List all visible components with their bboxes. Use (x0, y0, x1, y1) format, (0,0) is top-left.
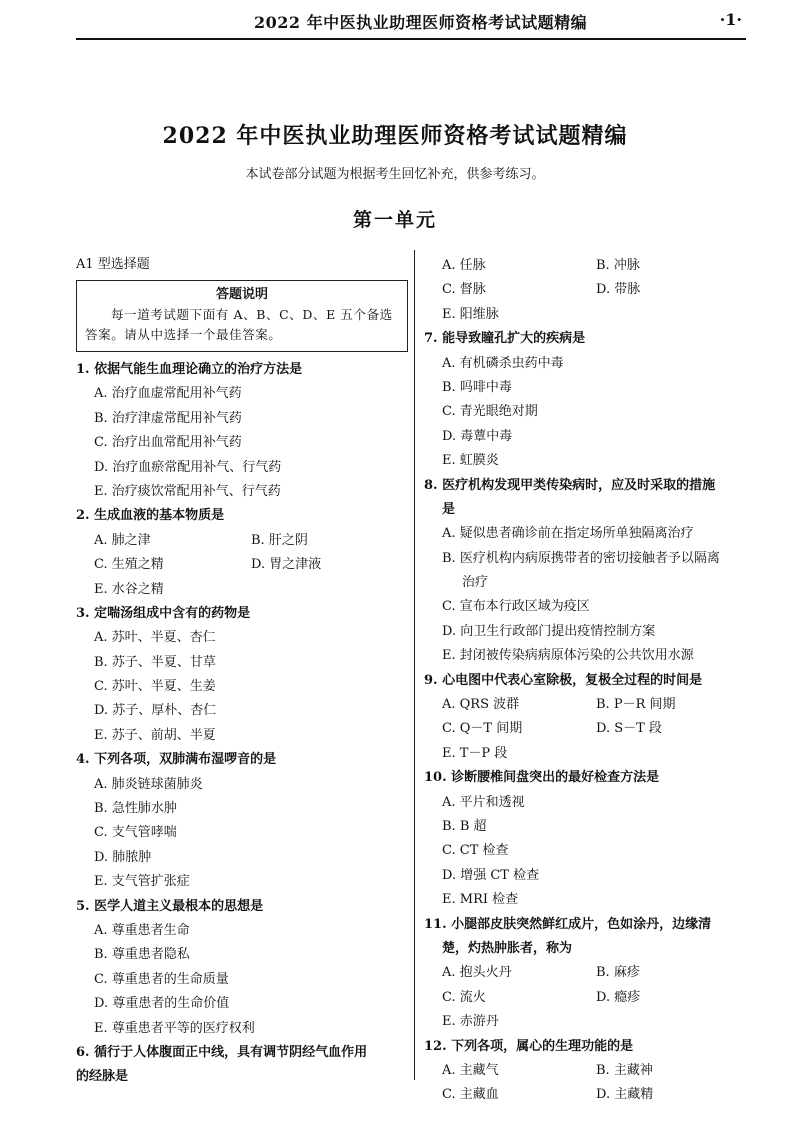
option-d: D. 肺脓肿 (94, 849, 152, 865)
running-header (76, 0, 746, 40)
option-row (424, 717, 750, 741)
option-row (424, 1059, 750, 1083)
option-d: D. 苏子、厚朴、杏仁 (94, 703, 217, 719)
option-c: C. 主藏血 (442, 1087, 499, 1103)
option-d: D. 毒蕈中毒 (442, 428, 513, 444)
option-b: B. 治疗津虚常配用补气药 (94, 410, 242, 426)
question-stem: 生成血液的基本物质是 (94, 508, 225, 524)
option-b: B. 肝之阴 (251, 532, 308, 548)
option-d: D. 主藏精 (596, 1087, 654, 1103)
option-d: D. 尊重患者的生命价值 (94, 996, 230, 1012)
question-number: 9. (424, 672, 438, 688)
option-e: E. 治疗痰饮常配用补气、行气药 (94, 483, 281, 499)
option-c: C. CT 检查 (442, 843, 509, 859)
option-row (424, 986, 750, 1010)
question-stem: 医疗机构发现甲类传染病时，应及时采取的措施 (442, 477, 716, 493)
question-stem: 循行于人体腹面正中线，具有调节阴经气血作用 (94, 1044, 368, 1060)
option-e: E. 支气管扩张症 (94, 874, 190, 890)
left-column (76, 254, 408, 1090)
option-a: A. 抱头火丹 (442, 965, 512, 981)
option-d: D. S－T 段 (596, 721, 662, 737)
option-c: C. Q－T 间期 (442, 721, 523, 737)
question-12 (424, 1035, 750, 1059)
option-c: C. 生殖之精 (94, 557, 164, 573)
question-1 (76, 358, 408, 382)
question-number: 11. (424, 916, 447, 932)
option-d: D. 向卫生行政部门提出疫情控制方案 (442, 623, 656, 639)
option-b: B. B 超 (442, 818, 487, 834)
option-a: A. 尊重患者生命 (94, 922, 190, 938)
section-label: A1 型选择题 (76, 257, 150, 272)
question-9 (424, 669, 750, 693)
page-number: ·1· (719, 10, 742, 29)
option-e: E. T－P 段 (442, 745, 508, 761)
question-7 (424, 327, 750, 351)
option-b: B. 冲脉 (596, 258, 640, 273)
question-stem: 小腿部皮肤突然鲜红成片，色如涂丹，边缘清 (451, 916, 712, 932)
option-c: C. 督脉 (442, 282, 486, 298)
right-column (424, 254, 750, 1108)
option-e: E. 阳维脉 (442, 306, 499, 322)
question-stem-continued: 的经脉是 (76, 1069, 129, 1085)
option-a: A. 苏叶、半夏、杏仁 (94, 630, 216, 646)
option-b: B. 主藏神 (596, 1062, 653, 1078)
question-number: 5. (76, 898, 90, 914)
option-a: A. QRS 波群 (442, 697, 520, 713)
option-c: C. 青光眼绝对期 (442, 404, 538, 420)
instructions-title: 答题说明 (215, 287, 268, 302)
option-e: E. 虹膜炎 (442, 453, 499, 469)
option-row (76, 529, 408, 553)
exam-title: 2022 年中医执业助理医师资格考试试题精编 (162, 123, 628, 149)
option-d: D. 带脉 (596, 282, 641, 298)
question-5 (76, 895, 408, 919)
question-stem: 下列各项，双肺满布湿啰音的是 (94, 752, 277, 768)
question-10 (424, 766, 750, 790)
option-d: D. 治疗血瘀常配用补气、行气药 (94, 459, 282, 475)
option-d: D. 增强 CT 检查 (442, 867, 540, 883)
exam-note: 本试卷部分试题为根据考生回忆补充，供参考练习。 (245, 167, 545, 182)
question-number: 3. (76, 605, 90, 621)
question-stem: 定喘汤组成中含有的药物是 (94, 605, 251, 621)
question-number: 1. (76, 362, 90, 377)
question-2 (76, 504, 408, 528)
option-e: E. 尊重患者平等的医疗权利 (94, 1020, 255, 1036)
instructions-body: 每一道考试题下面有 A、B、C、D、E 五个备选答案。请从中选择一个最佳答案。 (85, 307, 393, 342)
option-row (76, 553, 408, 577)
question-3 (76, 602, 408, 626)
option-row (424, 254, 750, 278)
option-c: C. 宣布本行政区域为疫区 (442, 599, 590, 615)
option-e: E. 赤游丹 (442, 1014, 499, 1030)
option-a: A. 平片和透视 (442, 794, 525, 810)
question-stem-continued: 是 (442, 501, 456, 517)
question-8 (424, 474, 750, 498)
option-b: B. 吗啡中毒 (442, 379, 512, 395)
option-b: B. 尊重患者隐私 (94, 947, 190, 963)
option-a: A. 有机磷杀虫药中毒 (442, 355, 564, 371)
question-number: 8. (424, 477, 438, 493)
option-c: C. 苏叶、半夏、生姜 (94, 679, 216, 695)
question-stem: 诊断腰椎间盘突出的最好检查方法是 (451, 770, 660, 786)
option-e: E. 苏子、前胡、半夏 (94, 727, 216, 743)
question-6 (76, 1041, 408, 1065)
option-a: A. 肺炎链球菌肺炎 (94, 776, 203, 792)
column-divider (414, 250, 415, 1080)
option-a: A. 治疗血虚常配用补气药 (94, 386, 242, 402)
option-a: A. 主藏气 (442, 1062, 499, 1078)
option-e: E. 水谷之精 (94, 581, 164, 597)
question-number: 4. (76, 752, 90, 768)
unit-title: 第一单元 (352, 209, 437, 231)
question-stem: 依据气能生血理论确立的治疗方法是 (94, 362, 303, 377)
question-number: 6. (76, 1044, 90, 1060)
option-row (424, 1083, 750, 1107)
question-stem: 心电图中代表心室除极，复极全过程的时间是 (442, 672, 703, 688)
instructions-box (76, 280, 408, 352)
option-b: B. P－R 间期 (596, 697, 676, 713)
option-c: C. 治疗出血常配用补气药 (94, 435, 242, 451)
option-a: A. 任脉 (442, 258, 486, 273)
option-a: A. 肺之津 (94, 532, 151, 548)
question-number: 2. (76, 508, 90, 524)
option-c: C. 支气管哮喘 (94, 825, 177, 841)
option-e: E. MRI 检查 (442, 892, 519, 908)
option-b-continued: 治疗 (462, 575, 489, 591)
option-d: D. 胃之津液 (251, 557, 322, 573)
option-e: E. 封闭被传染病病原体污染的公共饮用水源 (442, 648, 694, 664)
option-b: B. 苏子、半夏、甘草 (94, 654, 216, 670)
question-number: 7. (424, 331, 438, 347)
question-stem-continued: 楚，灼热肿胀者，称为 (442, 940, 573, 956)
option-row (424, 961, 750, 985)
option-a: A. 疑似患者确诊前在指定场所单独隔离治疗 (442, 526, 694, 542)
running-title: 2022 年中医执业助理医师资格考试试题精编 (254, 13, 588, 32)
option-row (424, 278, 750, 302)
option-b: B. 急性肺水肿 (94, 801, 177, 817)
option-b: B. 麻疹 (596, 965, 640, 981)
question-11 (424, 913, 750, 937)
option-d: D. 瘾疹 (596, 989, 641, 1005)
question-4 (76, 748, 408, 772)
option-b: B. 医疗机构内病原携带者的密切接触者予以隔离 (442, 550, 720, 566)
option-c: C. 尊重患者的生命质量 (94, 971, 229, 987)
option-row (424, 693, 750, 717)
question-stem: 能导致瞳孔扩大的疾病是 (442, 331, 586, 347)
question-number: 10. (424, 770, 447, 786)
question-number: 12. (424, 1038, 447, 1054)
option-c: C. 流火 (442, 989, 486, 1005)
question-stem: 下列各项，属心的生理功能的是 (451, 1038, 634, 1054)
question-stem: 医学人道主义最根本的思想是 (94, 898, 264, 914)
